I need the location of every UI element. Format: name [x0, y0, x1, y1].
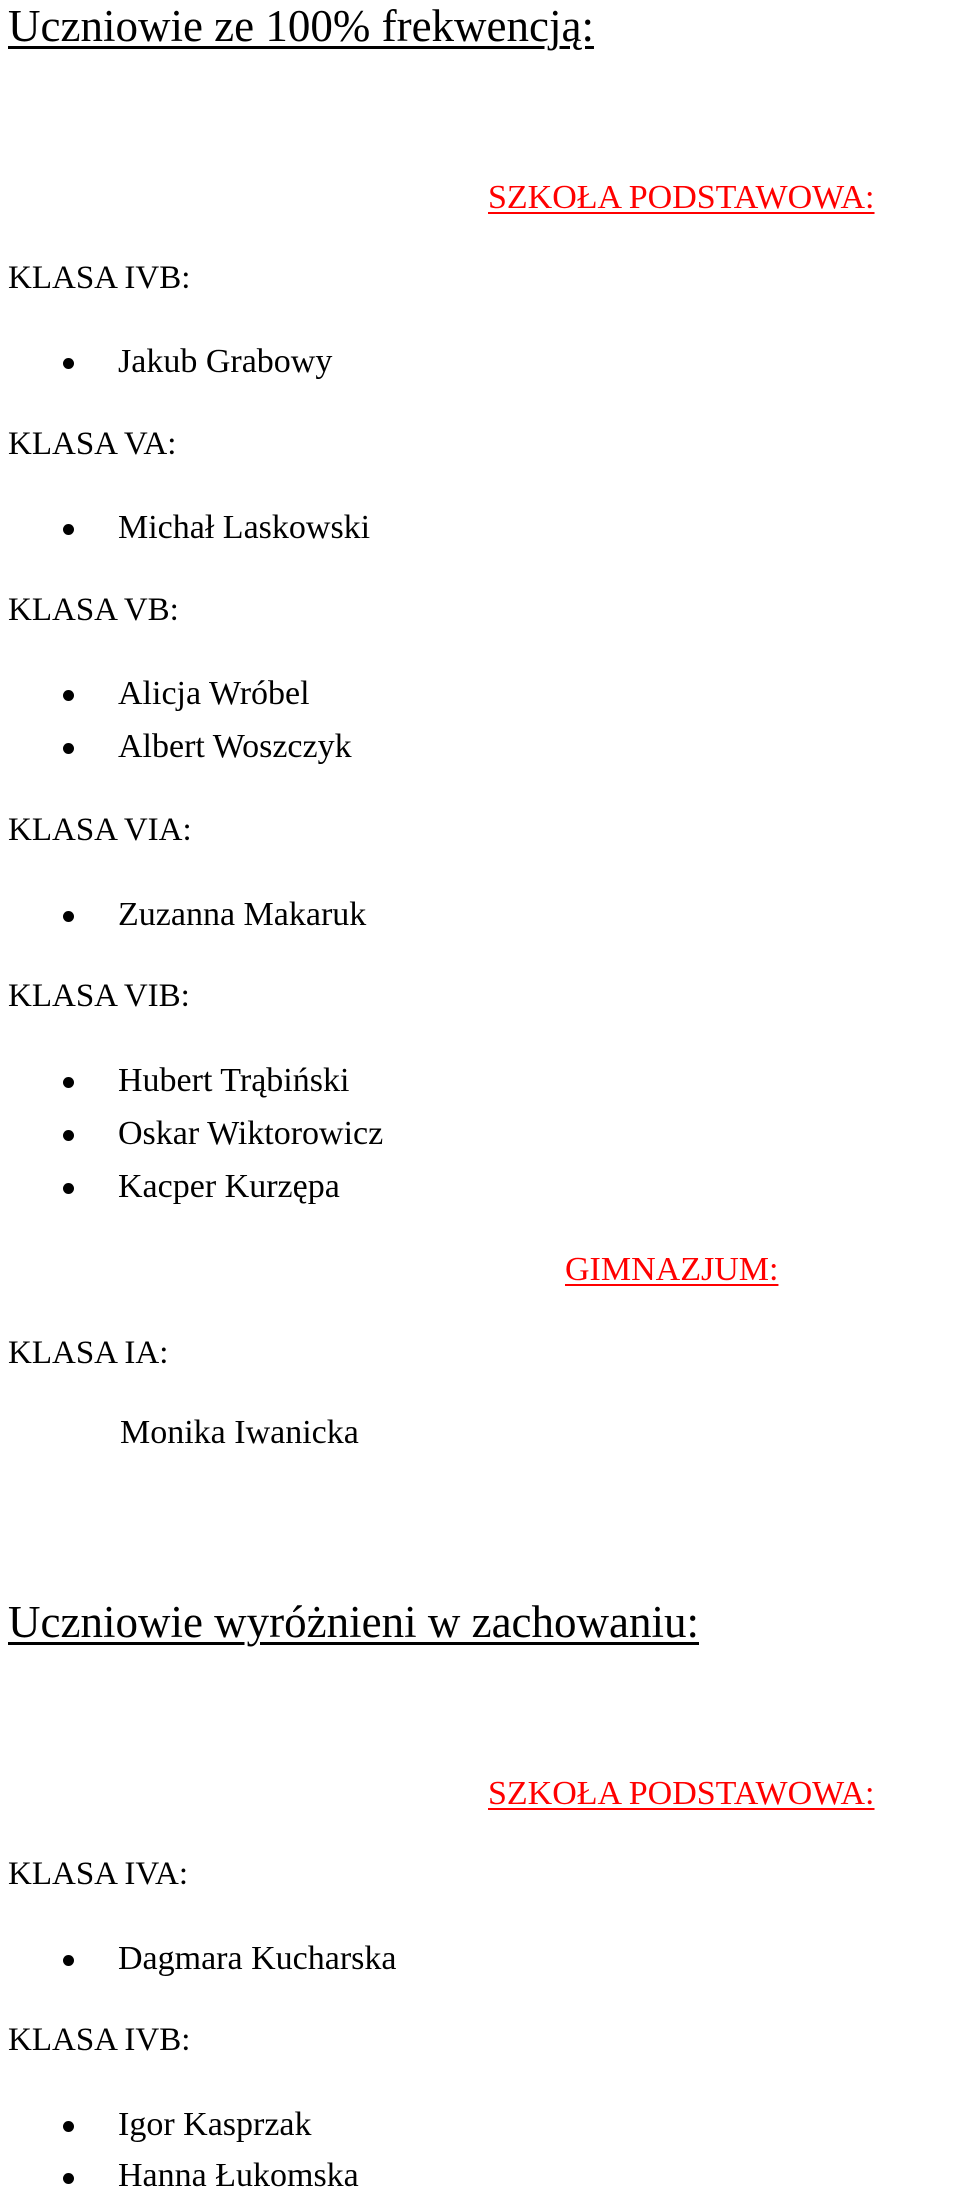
bullet-icon: [63, 690, 74, 701]
student-name: Igor Kasprzak: [118, 2106, 312, 2143]
student-name: Zuzanna Makaruk: [118, 896, 367, 933]
attendance-middle-school-label: GIMNAZJUM:: [565, 1251, 779, 1288]
student-name: Dagmara Kucharska: [118, 1940, 397, 1977]
class-label: KLASA VB:: [8, 592, 179, 628]
bullet-icon: [63, 2121, 74, 2132]
bullet-icon: [63, 911, 74, 922]
bullet-icon: [63, 1130, 74, 1141]
bullet-icon: [63, 2173, 74, 2184]
class-label: KLASA VA:: [8, 426, 177, 462]
class-label: KLASA VIA:: [8, 812, 192, 848]
bullet-icon: [63, 358, 74, 369]
class-label: KLASA IVB:: [8, 2022, 191, 2058]
student-name: Jakub Grabowy: [118, 343, 333, 380]
behavior-heading: Uczniowie wyróżnieni w zachowaniu:: [8, 1597, 699, 1647]
class-label: KLASA IA:: [8, 1335, 169, 1371]
student-name: Oskar Wiktorowicz: [118, 1115, 384, 1152]
bullet-icon: [63, 1955, 74, 1966]
student-name: Hanna Łukomska: [118, 2157, 359, 2194]
bullet-icon: [63, 743, 74, 754]
class-label: KLASA IVA:: [8, 1856, 189, 1892]
student-name: Kacper Kurzępa: [118, 1168, 340, 1205]
bullet-icon: [63, 1077, 74, 1088]
student-name: Hubert Trąbiński: [118, 1062, 350, 1099]
student-name: Albert Woszczyk: [118, 728, 352, 765]
bullet-icon: [63, 524, 74, 535]
bullet-icon: [63, 1183, 74, 1194]
class-label: KLASA VIB:: [8, 978, 190, 1014]
class-label: KLASA IVB:: [8, 260, 191, 296]
student-name: Alicja Wróbel: [118, 675, 310, 712]
attendance-heading: Uczniowie ze 100% frekwencją:: [8, 1, 594, 51]
student-name: Michał Laskowski: [118, 509, 371, 546]
attendance-primary-school-label: SZKOŁA PODSTAWOWA:: [488, 179, 875, 216]
student-name: Monika Iwanicka: [120, 1414, 359, 1451]
behavior-primary-school-label: SZKOŁA PODSTAWOWA:: [488, 1775, 875, 1812]
